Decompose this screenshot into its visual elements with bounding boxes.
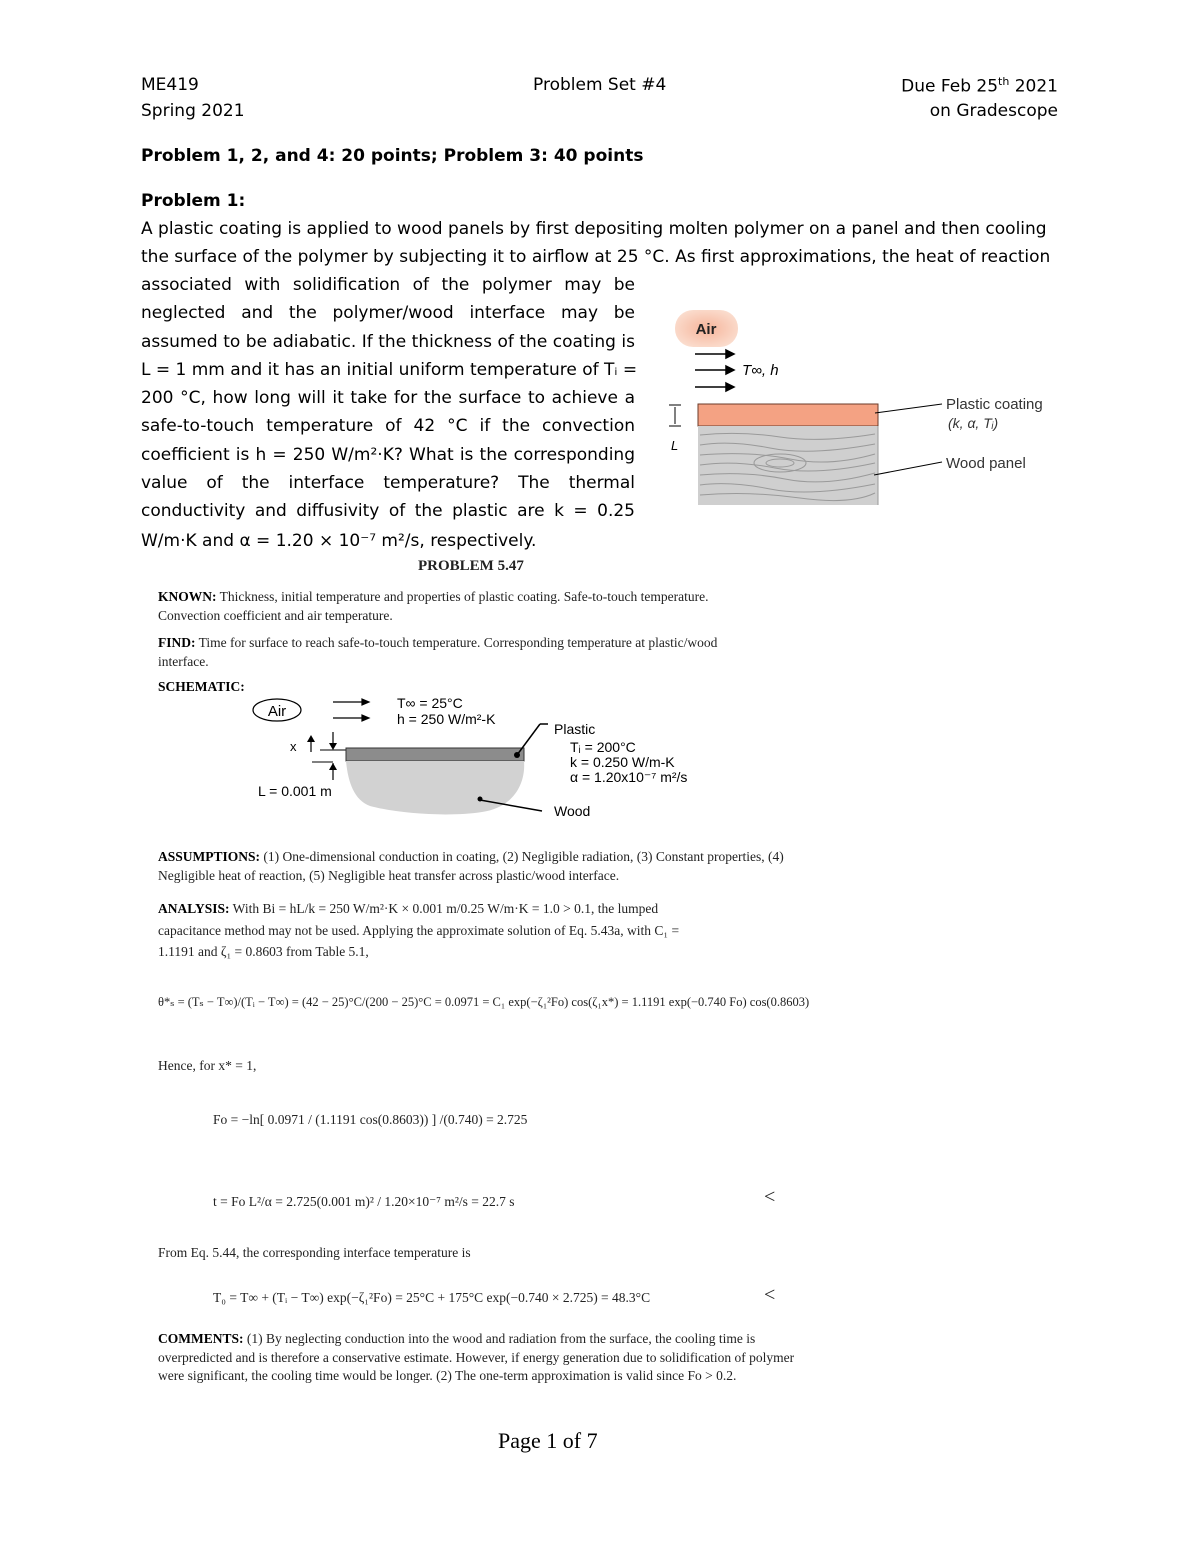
due-year: 2021: [1009, 76, 1058, 97]
equation-time: t = Fo L²/α = 2.725(0.001 m)² / 1.20×10⁻⁷ m²/s = 22.7 s: [213, 1194, 515, 1209]
known-text: Thickness, initial temperature and properties of plastic coating. Safe-to-touch temperature. Convection coefficient and air temperature.: [158, 589, 709, 623]
schematic-alpha: α = 1.20x10⁻⁷ m²/s: [570, 769, 688, 785]
problem-1-wrapped-line: 200 °C, how long will it take for the surface to achieve a: [141, 388, 635, 409]
assumptions-section: [158, 848, 798, 885]
schematic-ti: Tᵢ = 200°C: [570, 739, 636, 755]
problem-figure: [660, 305, 1070, 520]
plastic-leader: [875, 404, 942, 413]
problem-1-last-line: W/m·K and α = 1.20 × 10⁻⁷ m²/s, respectively.: [141, 531, 537, 551]
assumptions-text: (1) One-dimensional conduction in coating, (2) Negligible radiation, (3) Constant properties, (4) Negligible heat of reaction, (5) Negligible heat transfer across plastic/wood interface.: [158, 849, 784, 883]
schematic-tinf: T∞ = 25°C: [397, 695, 463, 711]
equation-fourier: Fo = −ln[ 0.0971 / (1.1191 cos(0.8603)) ] /(0.740) = 2.725: [213, 1112, 528, 1127]
equation-interface-temp: T₀ = T∞ + (Tᵢ − T∞) exp(−ζ₁²Fo) = 25°C + 175°C exp(−0.740 × 2.725) = 48.3°C: [213, 1290, 651, 1305]
known-section: [158, 588, 738, 625]
schematic-h: h = 250 W/m²-K: [397, 711, 496, 727]
problem-1-heading: Problem 1:: [141, 191, 246, 211]
due-where: on Gradescope: [929, 101, 1058, 121]
schematic-k: k = 0.250 W/m-K: [570, 754, 675, 770]
thickness-label: L: [671, 438, 679, 453]
analysis-line-3: 1.1191 and ζ₁ = 0.8603 from Table 5.1,: [158, 944, 369, 959]
problem-1-wrapped-line: coefficient is h = 250 W/m²·K? What is the corresponding: [141, 444, 635, 465]
solution-title: PROBLEM 5.47: [418, 558, 524, 574]
problem-1-wrapped-line: L = 1 mm and it has an initial uniform temperature of Tᵢ =: [141, 359, 638, 380]
course-code: ME419: [141, 75, 199, 95]
problem-1-wrapped-line: value of the interface temperature? The thermal: [141, 473, 635, 494]
thickness-marker: [669, 405, 681, 426]
due-suffix: th: [998, 75, 1010, 88]
problem-1-line-1: A plastic coating is applied to wood panels by first depositing molten polymer on a panel and then cooling: [141, 219, 1047, 239]
answer-mark-1: <: [764, 1186, 776, 1208]
from-eq-text: From Eq. 5.44, the corresponding interface temperature is: [158, 1245, 471, 1260]
schematic-wood-label: Wood: [554, 803, 591, 819]
plastic-layer: [698, 404, 878, 426]
comments-section: [158, 1330, 798, 1386]
analysis-section: [158, 898, 798, 963]
wood-label: Wood panel: [946, 455, 1026, 472]
schematic-wood: [346, 761, 524, 814]
schematic-plastic-layer: [346, 748, 524, 761]
problem-1-wrapped-line: associated with solidification of the polymer may be: [141, 275, 635, 295]
answer-mark-2: <: [764, 1284, 776, 1306]
comments-label: COMMENTS:: [158, 1331, 244, 1346]
problem-1-wrapped-line: assumed to be adiabatic. If the thickness of the coating is: [141, 331, 635, 352]
page-title: Problem Set #4: [533, 75, 667, 95]
due-prefix: Due Feb 25: [901, 76, 999, 97]
analysis-line-2: capacitance method may not be used. Applying the approximate solution of Eq. 5.43a, with C₁ =: [158, 922, 680, 938]
find-label: FIND:: [158, 635, 196, 650]
schematic-x: x: [290, 739, 297, 754]
plastic-props: (k, α, Tᵢ): [948, 415, 999, 431]
analysis-line-1: With Bi = hL/k = 250 W/m²·K × 0.001 m/0.25 W/m·K = 1.0 > 0.1, the lumped: [232, 901, 659, 916]
plastic-label: Plastic coating: [946, 396, 1043, 413]
schematic-figure: [250, 690, 730, 825]
known-label: KNOWN:: [158, 589, 217, 604]
assumptions-label: ASSUMPTIONS:: [158, 849, 261, 864]
problem-1-wrapped-line: neglected and the polymer/wood interface may be: [141, 303, 635, 324]
schematic-label: SCHEMATIC:: [158, 679, 245, 694]
schematic-air: Air: [267, 703, 287, 720]
hence-text: Hence, for x* = 1,: [158, 1058, 257, 1073]
schematic-L: L = 0.001 m: [258, 783, 332, 799]
semester: Spring 2021: [141, 101, 245, 121]
equation-theta: θ*ₛ = (Tₛ − T∞)/(Tᵢ − T∞) = (42 − 25)°C/(200 − 25)°C = 0.0971 = C₁ exp(−ζ₁²Fo) cos(ζ₁x*) = 1.1191 exp(−0.740 Fo) cos(0.8603): [158, 995, 810, 1009]
problem-1-wrapped-text: [141, 271, 638, 526]
flow-label: T∞, h: [742, 362, 779, 379]
page-footer: Page 1 of 7: [498, 1428, 598, 1453]
find-text: Time for surface to reach safe-to-touch temperature. Corresponding temperature at plastic/wood interface.: [158, 635, 718, 669]
points-summary: Problem 1, 2, and 4: 20 points; Problem 3: 40 points: [141, 146, 644, 166]
flow-arrows: [695, 350, 734, 391]
comments-text: (1) By neglecting conduction into the wood and radiation from the surface, the cooling time is overpredicted and is therefore a conservative estimate. However, if energy generation due to solidification of polymer were significant, the cooling time would be longer. (2) The one-term approximation is valid since Fo > 0.2.: [158, 1331, 795, 1383]
problem-1-wrapped-line: safe-to-touch temperature of 42 °C if the convection: [141, 416, 635, 437]
due-date: [901, 75, 1058, 97]
problem-1-wrapped-line: conductivity and diffusivity of the plastic are k = 0.25: [141, 501, 635, 522]
analysis-label: ANALYSIS:: [158, 901, 230, 916]
find-section: [158, 634, 738, 671]
wood-leader: [874, 462, 942, 475]
schematic-flow-arrows: [333, 699, 369, 721]
schematic-plastic: Plastic: [554, 721, 596, 737]
problem-1-line-2: the surface of the polymer by subjecting it to airflow at 25 °C. As first approximations, the heat of reaction: [141, 247, 1051, 267]
air-label: Air: [695, 321, 717, 338]
